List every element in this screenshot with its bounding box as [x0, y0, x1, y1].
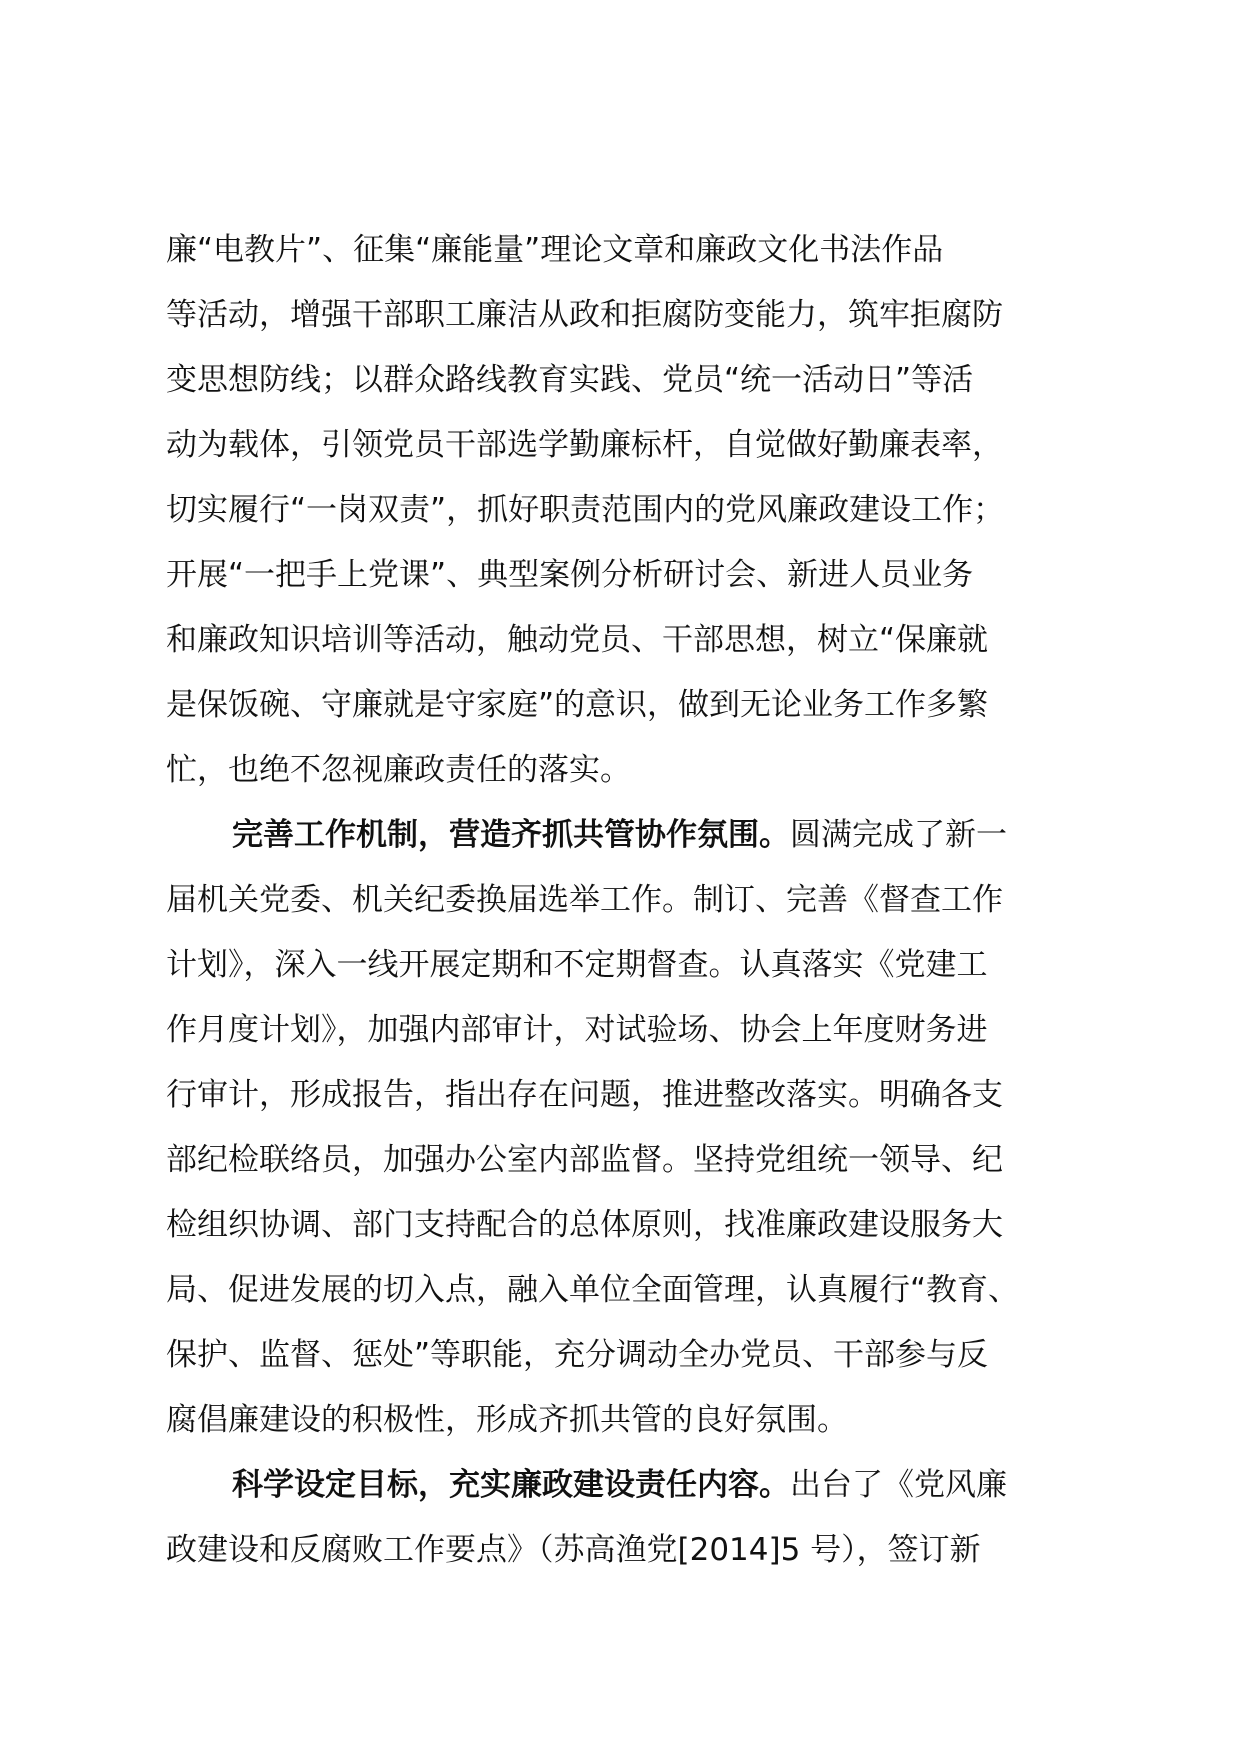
- line-text: 等活动，增强干部职工廉洁从政和拒腐防变能力，筑牢拒腐防: [166, 297, 1003, 333]
- line-text: 行审计，形成报告，指出存在问题，推进整改落实。明确各支: [166, 1077, 1003, 1113]
- line-text: 是保饭碗、守廉就是守家庭”的意识，做到无论业务工作多繁: [166, 687, 989, 723]
- text-line: [166, 1518, 1096, 1583]
- line-text: 检组织协调、部门支持配合的总体原则，找准廉政建设服务大: [166, 1207, 1003, 1243]
- line-text: 出台了《党风廉: [790, 1467, 1007, 1503]
- paragraph-start-line: [166, 803, 1096, 868]
- line-text: 圆满完成了新一: [790, 817, 1007, 853]
- line-text: 廉“电教片”、征集“廉能量”理论文章和廉政文化书法作品: [166, 232, 944, 268]
- line-text: 开展“一把手上党课”、典型案例分析研讨会、新进人员业务: [166, 557, 974, 593]
- text-line: [166, 1388, 1096, 1453]
- text-line: [166, 348, 1096, 413]
- text-line: [166, 933, 1096, 998]
- line-text: 局、促进发展的切入点，融入单位全面管理，认真履行“教育、: [166, 1272, 1020, 1308]
- line-text: 忙，也绝不忽视廉政责任的落实。: [166, 752, 631, 788]
- paragraph-start-line: [166, 1453, 1096, 1518]
- line-text: 腐倡廉建设的积极性，形成齐抓共管的良好氛围。: [166, 1402, 848, 1438]
- text-line: [166, 218, 1096, 283]
- text-line: [166, 1128, 1096, 1193]
- text-line: [166, 1258, 1096, 1323]
- line-text: 保护、监督、惩处”等职能，充分调动全办党员、干部参与反: [166, 1337, 989, 1373]
- text-line: [166, 413, 1096, 478]
- paragraph-heading: 科学设定目标，充实廉政建设责任内容。: [232, 1467, 790, 1503]
- line-text: 变思想防线；以群众路线教育实践、党员“统一活动日”等活: [166, 362, 974, 398]
- line-text: 动为载体，引领党员干部选学勤廉标杆，自觉做好勤廉表率，: [166, 427, 1003, 463]
- text-line: [166, 608, 1096, 673]
- text-line: [166, 543, 1096, 608]
- text-line: [166, 998, 1096, 1063]
- text-line: [166, 1193, 1096, 1258]
- text-line: [166, 1063, 1096, 1128]
- document-body: [166, 218, 1096, 1583]
- line-text: 作月度计划》，加强内部审计，对试验场、协会上年度财务进: [166, 1012, 988, 1048]
- text-line: [166, 868, 1096, 933]
- text-line: [166, 738, 1096, 803]
- line-text: 政建设和反腐败工作要点》（苏高渔党[2014]5 号），签订新: [166, 1532, 981, 1568]
- line-text: 切实履行“一岗双责”，抓好职责范围内的党风廉政建设工作；: [166, 492, 1005, 528]
- line-text: 届机关党委、机关纪委换届选举工作。制订、完善《督查工作: [166, 882, 1003, 918]
- paragraph-heading: 完善工作机制，营造齐抓共管协作氛围。: [232, 817, 790, 853]
- text-line: [166, 673, 1096, 738]
- text-line: [166, 478, 1096, 543]
- line-text: 部纪检联络员，加强办公室内部监督。坚持党组统一领导、纪: [166, 1142, 1003, 1178]
- text-line: [166, 1323, 1096, 1388]
- text-line: [166, 283, 1096, 348]
- line-text: 计划》，深入一线开展定期和不定期督查。认真落实《党建工: [166, 947, 988, 983]
- line-text: 和廉政知识培训等活动，触动党员、干部思想，树立“保廉就: [166, 622, 989, 658]
